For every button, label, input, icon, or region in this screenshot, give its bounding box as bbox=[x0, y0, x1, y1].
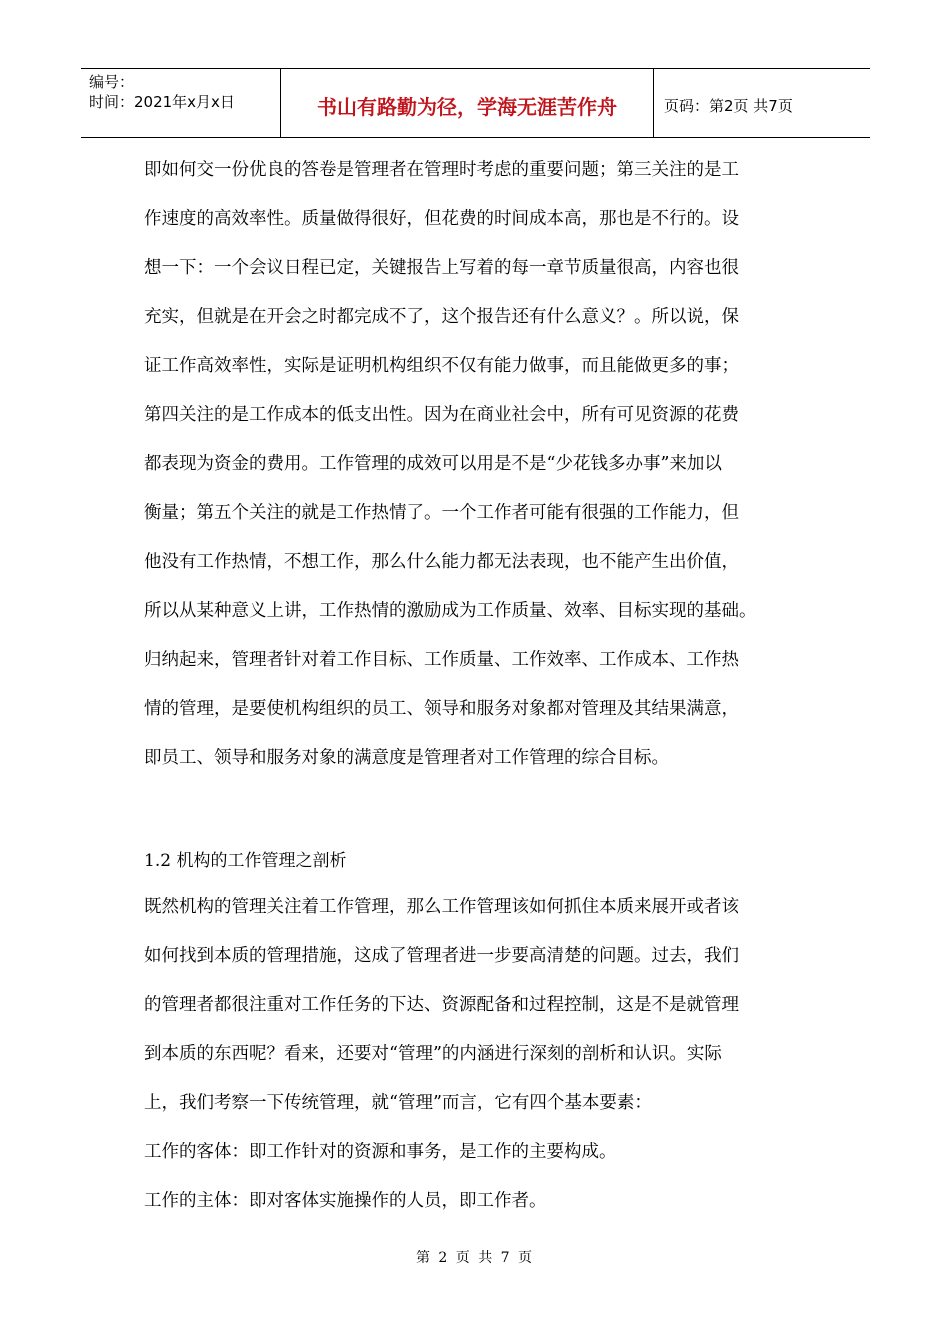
page-header bbox=[81, 68, 870, 138]
text-line: 上，我们考察一下传统管理，就“管理”而言，它有四个基本要素： bbox=[144, 1093, 652, 1113]
header-meta bbox=[81, 69, 281, 137]
text-line: 充实，但就是在开会之时都完成不了，这个报告还有什么意义？。所以说，保 bbox=[144, 307, 739, 327]
date-label: 时间：2021年x月x日 bbox=[89, 93, 235, 111]
text-line: 工作的客体：即工作针对的资源和事务，是工作的主要构成。 bbox=[144, 1142, 617, 1162]
text-line: 作速度的高效率性。质量做得很好，但花费的时间成本高，那也是不行的。设 bbox=[144, 209, 739, 229]
text-line: 到本质的东西呢？看来，还要对“管理”的内涵进行深刻的剖析和认识。实际 bbox=[144, 1044, 722, 1064]
text-line: 如何找到本质的管理措施，这成了管理者进一步要高清楚的问题。过去，我们 bbox=[144, 946, 739, 966]
text-line: 第四关注的是工作成本的低支出性。因为在商业社会中，所有可见资源的花费 bbox=[144, 405, 739, 425]
text-line: 即员工、领导和服务对象的满意度是管理者对工作管理的综合目标。 bbox=[144, 748, 669, 768]
text-line: 即如何交一份优良的答卷是管理者在管理时考虑的重要问题；第三关注的是工 bbox=[144, 160, 739, 180]
text-line: 想一下：一个会议日程已定，关键报告上写着的每一章节质量很高，内容也很 bbox=[144, 258, 739, 278]
paragraph-1 bbox=[144, 152, 809, 789]
text-line: 证工作高效率性，实际是证明机构组织不仅有能力做事，而且能做更多的事； bbox=[144, 356, 739, 376]
text-line: 衡量；第五个关注的就是工作热情了。一个工作者可能有很强的工作能力，但 bbox=[144, 503, 739, 523]
text-line: 所以从某种意义上讲，工作热情的激励成为工作质量、效率、目标实现的基础。 bbox=[144, 601, 757, 621]
header-motto: 书山有路勤为径，学海无涯苦作舟 bbox=[281, 69, 654, 137]
text-line: 都表现为资金的费用。工作管理的成效可以用是不是“少花钱多办事”来加以 bbox=[144, 454, 722, 474]
text-line: 工作的主体：即对客体实施操作的人员，即工作者。 bbox=[144, 1191, 547, 1211]
text-line: 情的管理，是要使机构组织的员工、领导和服务对象都对管理及其结果满意， bbox=[144, 699, 739, 719]
text-line: 归纳起来，管理者针对着工作目标、工作质量、工作效率、工作成本、工作热 bbox=[144, 650, 739, 670]
paragraph-2 bbox=[144, 889, 809, 1232]
header-page-info: 页码：第2页 共7页 bbox=[664, 96, 793, 115]
section-heading: 1.2 机构的工作管理之剖析 bbox=[144, 851, 347, 871]
number-label: 编号： bbox=[89, 73, 135, 91]
text-line: 他没有工作热情，不想工作，那么什么能力都无法表现，也不能产生出价值， bbox=[144, 552, 739, 572]
text-line: 的管理者都很注重对工作任务的下达、资源配备和过程控制，这是不是就管理 bbox=[144, 995, 739, 1015]
page-footer: 第 2 页 共 7 页 bbox=[415, 1250, 535, 1266]
text-line: 既然机构的管理关注着工作管理，那么工作管理该如何抓住本质来展开或者该 bbox=[144, 897, 739, 917]
